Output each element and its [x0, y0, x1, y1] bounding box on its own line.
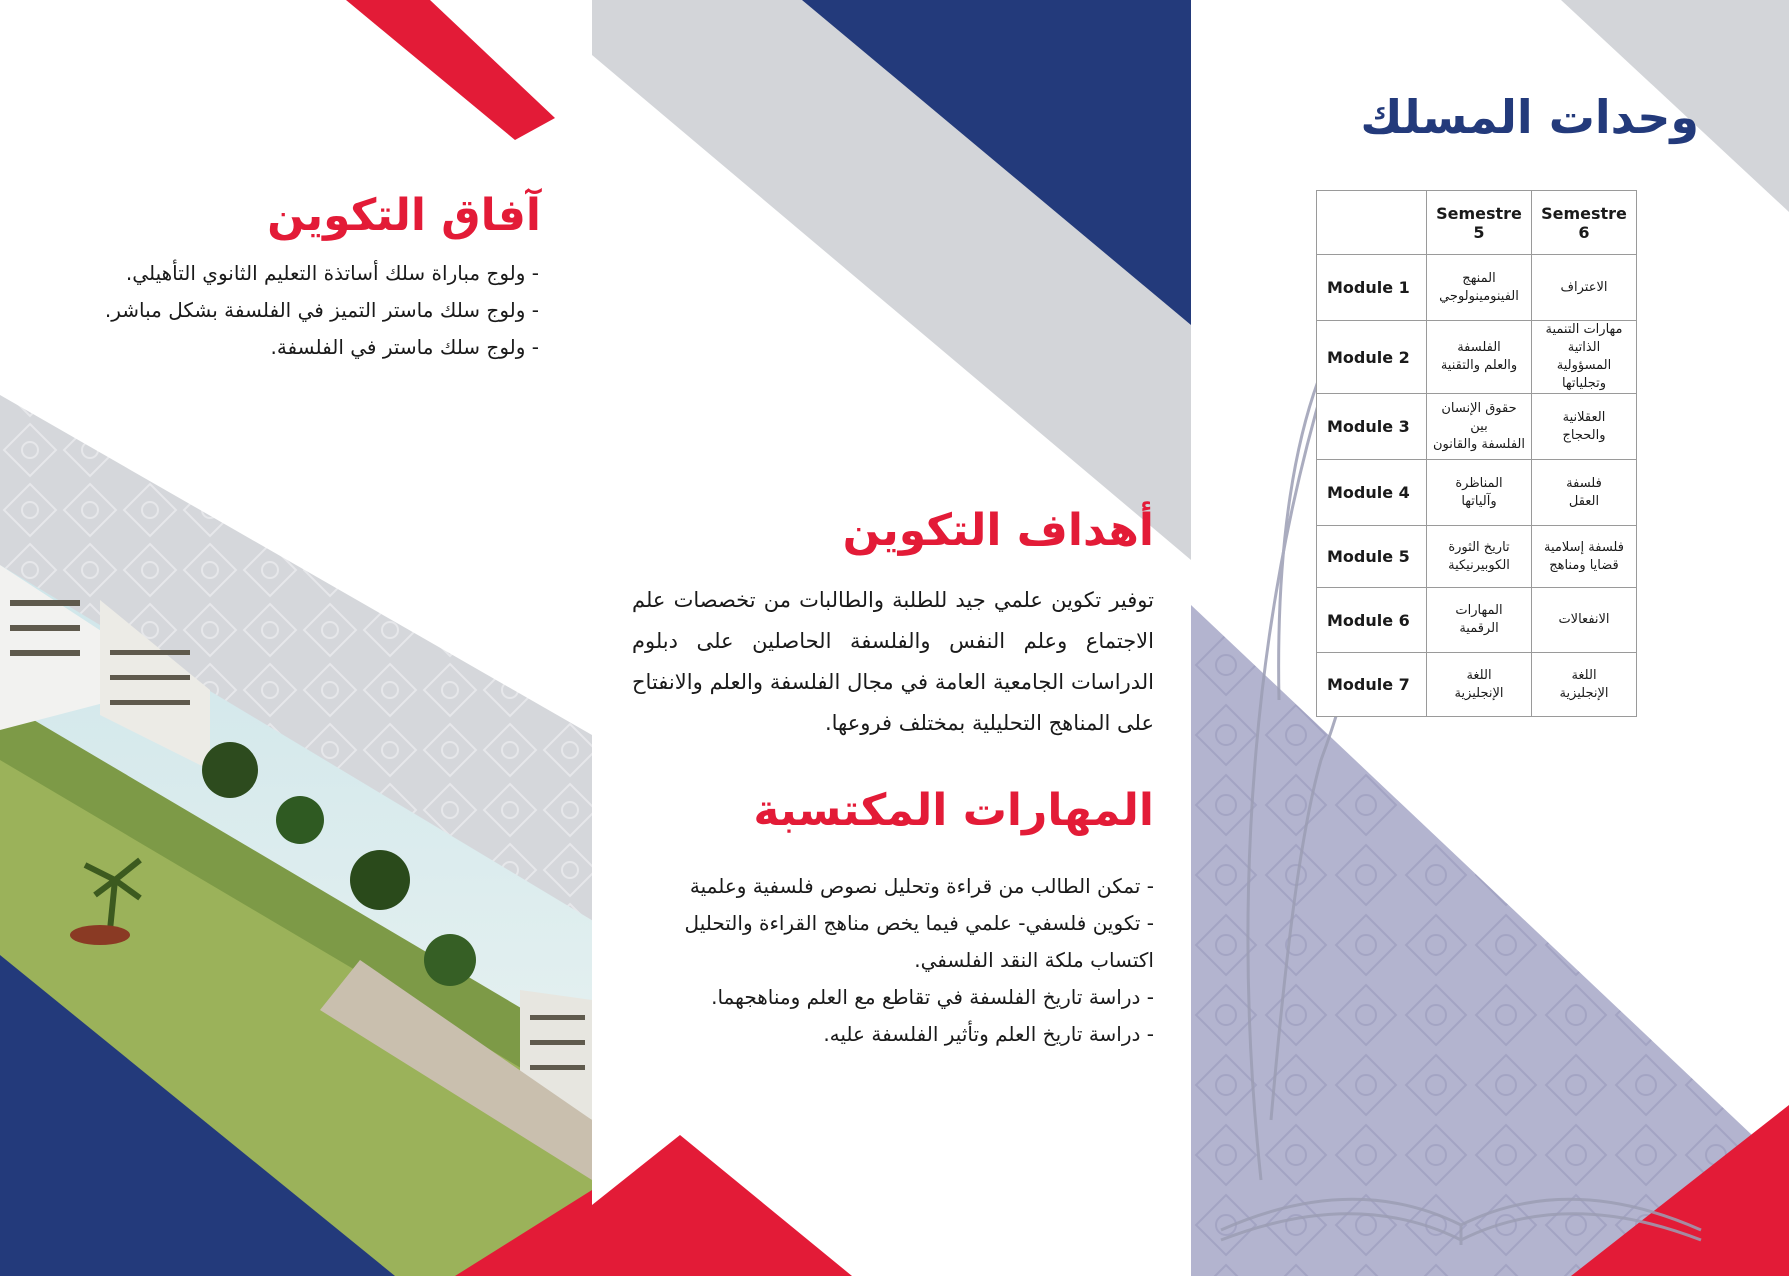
module-label: Module 4: [1317, 460, 1427, 526]
semestre-5-cell: المهارات الرقمية: [1427, 588, 1532, 653]
table-row: [1317, 653, 1637, 717]
semestre-6-cell: الاعتراف: [1532, 255, 1637, 321]
semestre-6-cell: الانفعالات: [1532, 588, 1637, 653]
table-row: [1317, 526, 1637, 588]
table-header-row: [1317, 191, 1637, 255]
list-item: - ولوج مباراة سلك أساتذة التعليم الثانوي التأهيلي.: [125, 261, 539, 285]
modules-title: وحدات المسلك: [1360, 90, 1699, 144]
header-semestre-5: Semestre 5: [1427, 191, 1532, 255]
list-item: - ولوج سلك ماستر التميز في الفلسفة بشكل مباشر.: [104, 298, 539, 322]
module-label: Module 1: [1317, 255, 1427, 321]
skills-list: [685, 868, 1154, 1053]
top-red-stripe: [346, 0, 555, 140]
module-label: Module 2: [1317, 321, 1427, 394]
semestre-6-cell: العقلانية والحجاج: [1532, 394, 1637, 460]
semestre-5-cell: المناظرة وآلياتها: [1427, 460, 1532, 526]
module-label: Module 6: [1317, 588, 1427, 653]
semestre-5-cell: الفلسفة والعلم والتقنية: [1427, 321, 1532, 394]
list-item: - تمكن الطالب من قراءة وتحليل نصوص فلسفية وعلمية: [689, 874, 1154, 898]
semestre-5-cell: اللغة الإنجليزية: [1427, 653, 1532, 717]
semestre-5-cell: تاريخ الثورة الكوبيرنيكية: [1427, 526, 1532, 588]
semestre-6-cell: فلسفة العقل: [1532, 460, 1637, 526]
right-panel: [1191, 0, 1789, 1276]
list-item: - تكوين فلسفي- علمي فيما يخص مناهج القراءة والتحليل: [684, 911, 1154, 935]
table-corner-cell: [1317, 191, 1427, 255]
list-item: - دراسة تاريخ الفلسفة في تقاطع مع العلم ومناهجهما.: [711, 985, 1154, 1009]
module-label: Module 7: [1317, 653, 1427, 717]
skills-title: المهارات المكتسبة: [753, 785, 1154, 836]
module-label: Module 3: [1317, 394, 1427, 460]
horizons-list: [105, 255, 539, 366]
semestre-5-cell: حقوق الإنسان بين الفلسفة والقانون: [1427, 394, 1532, 460]
header-semestre-6: Semestre 6: [1532, 191, 1637, 255]
module-label: Module 5: [1317, 526, 1427, 588]
semestre-6-cell: فلسفة إسلامية قضايا ومناهج: [1532, 526, 1637, 588]
objectives-text: توفير تكوين علمي جيد للطلبة والطالبات من تخصصات علم الاجتماع وعلم النفس والفلسفة الحاصلين على دبلوم الدراسات الجامعية العامة في مجال الفلسفة والعلم والانفتاح على المناهج التحليلية بمختلف فروعها.: [632, 588, 1154, 735]
horizons-title: آفاق التكوين: [267, 190, 541, 241]
table-row: [1317, 255, 1637, 321]
semestre-5-cell: المنهج الفينومينولوجي: [1427, 255, 1532, 321]
modules-table: [1316, 190, 1637, 717]
bottom-red-shape: [592, 1135, 852, 1276]
table-row: [1317, 588, 1637, 653]
list-item: اكتساب ملكة النقد الفلسفي.: [914, 948, 1154, 972]
objectives-title: أهداف التكوين: [842, 505, 1154, 556]
list-item: - دراسة تاريخ العلم وتأثير الفلسفة عليه.: [823, 1022, 1154, 1046]
list-item: - ولوج سلك ماستر في الفلسفة.: [270, 335, 539, 359]
left-panel: [0, 0, 592, 1276]
semestre-6-cell: مهارات التنمية الذاتية المسؤولية وتجلياتها: [1532, 321, 1637, 394]
middle-panel: [592, 0, 1191, 1276]
table-row: [1317, 394, 1637, 460]
table-row: [1317, 321, 1637, 394]
table-row: [1317, 460, 1637, 526]
semestre-6-cell: اللغة الإنجليزية: [1532, 653, 1637, 717]
